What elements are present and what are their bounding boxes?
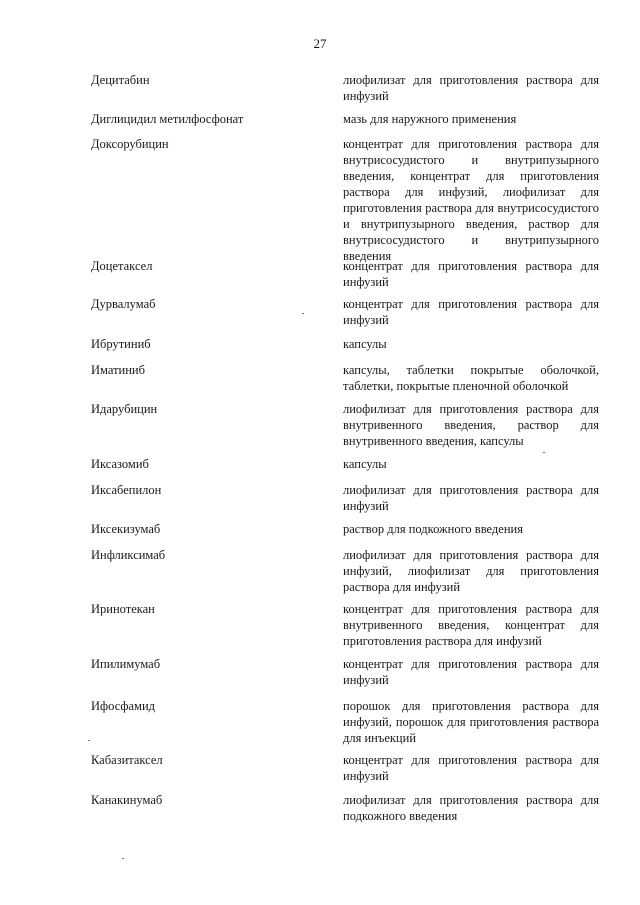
scan-speck: [302, 313, 304, 314]
dosage-form: лиофилизат для приготовления раствора для инфузий: [343, 73, 599, 103]
dosage-form: капсулы, таблетки покрытые оболочкой, таблетки, покрытые пленочной оболочкой: [343, 363, 599, 393]
dosage-form: капсулы: [343, 457, 387, 471]
dosage-form: лиофилизат для приготовления раствора для инфузий: [343, 483, 599, 513]
dosage-form: капсулы: [343, 337, 387, 351]
scan-speck: [543, 452, 545, 453]
drug-name: Иксабепилон: [91, 483, 162, 497]
drug-name: Дурвалумаб: [91, 297, 156, 311]
drug-name: Доксорубицин: [91, 137, 169, 151]
scan-speck: [122, 858, 124, 859]
dosage-form: раствор для подкожного введения: [343, 522, 523, 536]
dosage-form: концентрат для приготовления раствора для внутривенного введения, концентрат для приготовления раствора для инфузий: [343, 602, 599, 648]
dosage-form: концентрат для приготовления раствора для инфузий: [343, 297, 599, 327]
dosage-form: концентрат для приготовления раствора для инфузий: [343, 657, 599, 687]
drug-name: Децитабин: [91, 73, 150, 87]
page-number: 27: [313, 36, 327, 51]
drug-name: Доцетаксел: [91, 259, 153, 273]
dosage-form: мазь для наружного применения: [343, 112, 517, 126]
drug-name: Диглицидил метилфосфонат: [91, 112, 244, 126]
dosage-form: порошок для приготовления раствора для инфузий, порошок для приготовления раствора для инъекций: [343, 699, 599, 745]
drug-name: Иксекизумаб: [91, 522, 161, 536]
drug-name: Канакинумаб: [91, 793, 163, 807]
dosage-form: концентрат для приготовления раствора для инфузий: [343, 753, 599, 783]
drug-name: Ибрутиниб: [91, 337, 151, 351]
drug-name: Ифосфамид: [91, 699, 155, 713]
drug-name: Инфликсимаб: [91, 548, 166, 562]
drug-name: Иксазомиб: [91, 457, 149, 471]
dosage-form: лиофилизат для приготовления раствора для внутривенного введения, раствор для внутривенного введения, капсулы: [343, 402, 599, 448]
drug-name: Иматиниб: [91, 363, 145, 377]
dosage-form: лиофилизат для приготовления раствора для подкожного введения: [343, 793, 599, 823]
dosage-form: концентрат для приготовления раствора для внутрисосудистого и внутрипузырного введения, концентрат для приготовления раствора для инфузий, лиофилизат для приготовления раствора для внутрисосудистого и внутрипузырного введения, раствор для внутрисосудистого и внутрипузырного введения: [343, 137, 599, 263]
dosage-form: концентрат для приготовления раствора для инфузий: [343, 259, 599, 289]
scan-speck: [88, 740, 90, 741]
drug-name: Идарубицин: [91, 402, 158, 416]
drug-name: Кабазитаксел: [91, 753, 163, 767]
dosage-form: лиофилизат для приготовления раствора для инфузий, лиофилизат для приготовления раствора для инфузий: [343, 548, 599, 594]
drug-name: Иринотекан: [91, 602, 155, 616]
drug-name: Ипилимумаб: [91, 657, 161, 671]
